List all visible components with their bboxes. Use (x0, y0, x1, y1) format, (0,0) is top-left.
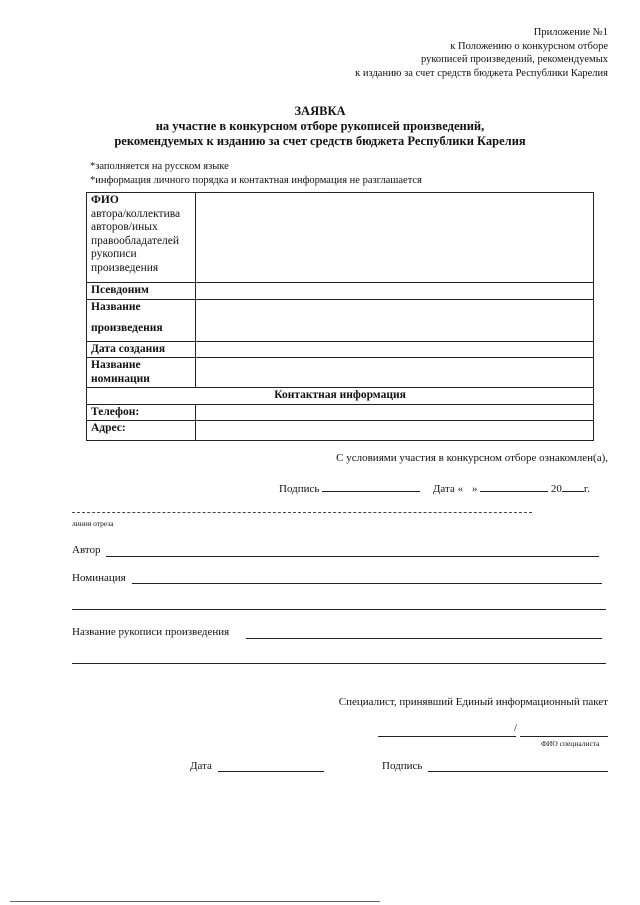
manuscript-label: Название рукописи произведения (72, 626, 230, 638)
contact-info-header: Контактная информация (87, 388, 594, 405)
label-fio-line: автора/коллектива (91, 207, 181, 220)
label-work-title-line1: Название (91, 300, 141, 313)
label-pseudonym: Псевдоним (87, 283, 196, 300)
bottom-signature-field[interactable] (428, 771, 608, 772)
row-contact-header (87, 388, 594, 405)
row-pseudonym (87, 283, 594, 300)
bottom-date-label: Дата (190, 760, 212, 772)
nomination-line[interactable] (132, 583, 602, 584)
label-work-title-line2: произведения (91, 322, 163, 334)
application-table (86, 192, 594, 441)
signature-field[interactable] (322, 480, 420, 492)
manuscript-extra-line[interactable] (72, 663, 606, 664)
author-label: Автор (72, 544, 101, 556)
agreement-text: С условиями участия в конкурсном отборе ознакомлен(а), (336, 452, 608, 464)
specialist-fio-line[interactable] (520, 736, 608, 737)
label-fio (87, 193, 196, 283)
date-quote-close: » (471, 483, 478, 495)
year-prefix: 20 (550, 483, 562, 495)
manuscript-line[interactable] (246, 638, 602, 639)
document-title (0, 104, 640, 149)
label-nomination-line2: номинации (91, 372, 150, 385)
signature-label: Подпись (279, 483, 320, 495)
note-privacy: *информация личного порядка и контактная информация не разглашается (90, 174, 422, 186)
label-nomination-line1: Название (91, 359, 141, 371)
annex-header (355, 26, 608, 80)
specialist-slash: / (514, 722, 518, 734)
nomination-label: Номинация (72, 572, 126, 584)
nomination-field[interactable] (196, 358, 594, 388)
row-phone (87, 404, 594, 421)
work-title-field[interactable] (196, 299, 594, 341)
date-month-field[interactable] (480, 480, 548, 492)
address-field[interactable] (196, 421, 594, 441)
label-fio-line: правообладателей (91, 234, 180, 247)
year-field[interactable] (562, 480, 584, 492)
label-date-created: Дата создания (87, 341, 196, 358)
label-fio-line: рукописи (91, 248, 137, 260)
row-title (87, 299, 594, 341)
label-work-title (87, 299, 196, 341)
specialist-text: Специалист, принявший Единый информационный пакет (338, 696, 608, 708)
pseudonym-field[interactable] (196, 283, 594, 300)
row-fio (87, 193, 594, 283)
label-fio-bold: ФИО (91, 194, 119, 206)
annex-line-1: Приложение №1 (533, 27, 608, 38)
notes (90, 160, 422, 187)
year-suffix: г. (583, 483, 590, 495)
fio-field[interactable] (196, 193, 594, 283)
phone-field[interactable] (196, 404, 594, 421)
nomination-extra-line[interactable] (72, 609, 606, 610)
title-line-2: на участие в конкурсном отборе рукописей произведений, (155, 119, 485, 133)
author-field[interactable] (106, 556, 599, 557)
footer-rule (10, 901, 380, 902)
row-address (87, 421, 594, 441)
label-nomination (87, 358, 196, 388)
bottom-date-field[interactable] (218, 771, 324, 772)
row-nomination (87, 358, 594, 388)
label-fio-line: произведения (91, 261, 159, 274)
date-label: Дата « (432, 483, 464, 495)
title-line-3: рекомендуемых к изданию за счет средств бюджета Республики Карелия (114, 134, 526, 148)
label-fio-line: авторов/иных (91, 221, 158, 233)
bottom-signature-label: Подпись (382, 760, 423, 772)
specialist-signature-line[interactable] (378, 736, 516, 737)
cut-dashed-line (72, 512, 532, 513)
row-date-created (87, 341, 594, 358)
specialist-fio-caption: ФИО специалиста (541, 739, 600, 748)
note-language: *заполняется на русском языке (90, 161, 229, 172)
annex-line-4: к изданию за счет средств бюджета Республики Карелия (355, 67, 608, 79)
title-line-1: ЗАЯВКА (294, 104, 346, 118)
date-created-field[interactable] (196, 341, 594, 358)
signature-row (279, 480, 590, 495)
cut-line-label: линия отреза (72, 519, 114, 528)
annex-line-2: к Положению о конкурсном отборе (450, 40, 608, 52)
label-phone: Телефон: (87, 404, 196, 421)
annex-line-3: рукописей произведений, рекомендуемых (420, 54, 608, 65)
label-address: Адрес: (87, 421, 196, 441)
